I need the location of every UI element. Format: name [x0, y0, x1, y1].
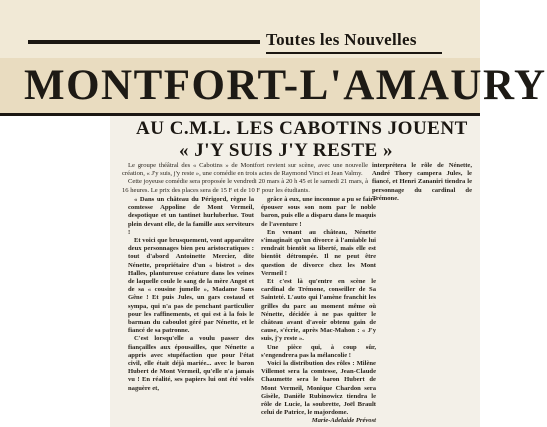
- article-intro: [122, 162, 368, 195]
- column-paragraph: Une pièce qui, à coup sûr, s'engendrera pas la mélancolie !: [261, 343, 376, 359]
- intro-paragraph: Cette joyeuse comédie sera proposée le vendredi 20 mars à 20 h 45 et le samedi 21 mars, à 16 heures. Le prix des places sera de 15 F et de 10 F pour les étudiants.: [122, 178, 368, 194]
- article-headline: [136, 118, 468, 162]
- article-column-2: [261, 196, 376, 426]
- section-title: Toutes les Nouvelles: [266, 30, 417, 49]
- side-column-text: interprétera le rôle de Nénette, André Thory campera Jules, le fiancé, et Henri Zananiri tiendra le personnage du cardinal de Trémone.: [372, 162, 472, 202]
- column-paragraph: Et voici que brusquement, vont apparaître deux personnages bien peu aristocratiques : tout d'abord Antoinette Mercier, dite Nénette, propriétaire d'un « bistrot » des Halles, plantureuse créature dans les veines de laquelle coule le sang de la mère Angot et de sa « cousine jumelle », Madame Sans Gêne ! Et puis Jules, un gars costaud et sympa, qui n'a pas de penchant particulier pour les raffinements, et qui est à la fois le barman du caboulot géré par Nénette, et le fiancé de sa patronne.: [128, 237, 254, 335]
- headline-line-2: « J'Y SUIS J'Y RESTE »: [179, 140, 393, 161]
- header-rule: [28, 40, 260, 44]
- column-paragraph: En venant au château, Nénette s'imaginait qu'un divorce à l'amiable lui rendrait bientôt sa liberté, mais elle est bientôt détrompée. Il ne peut être question de divorce chez les Mont Vermeil !: [261, 228, 376, 277]
- section-title-underline: [266, 52, 442, 54]
- masthead-title: MONTFORT-L'AMAURY: [24, 62, 547, 109]
- column-paragraph: grâce à eux, une inconnue a pu se faire épouser sous son nom par le noble baron, puis elle a disparu dans le maquis de l'aventure !: [261, 196, 376, 228]
- article-column-1: [128, 196, 254, 393]
- column-paragraph: Et c'est là qu'entre en scène le cardinal de Trémone, conseiller de Sa Sainteté. L'auto qui l'amène franchit les grilles du parc au moment même où Nénette, décidée à ne pas quitter le château avant d'avoir obtenu gain de cause, s'écrie, après Mac-Mahon : « J'y suis, j'y reste ».: [261, 278, 376, 343]
- headline-line-1: AU C.M.L. LES CABOTINS JOUENT: [136, 118, 468, 139]
- column-paragraph: « Dans un château du Périgord, règne la comtesse Appoline de Mont Vermeil, despotique et un tantinet hurluberlue. Tout plein devant elle, de la famille aux serviteurs !: [128, 196, 254, 236]
- article-signature: Marie-Adelaide Prévost: [311, 417, 376, 425]
- intro-paragraph: Le groupe théâtral des « Cabotins » de Montfort revient sur scène, avec une nouvelle création, « J'y suis, j'y reste », une comédie en trois actes de Raymond Vinci et Jean Valmy.: [122, 162, 368, 178]
- column-paragraph: Voici la distribution des rôles : Milène Villemot sera la comtesse, Jean-Claude Chaumette sera le baron Hubert de Mont Vermeil, Monique Chardon sera Gisèle, Danièle Rubinowicz tiendra le rôle de Lucie, la soubrette, Joël Brault celui de Patrice, le majordome.: [261, 360, 376, 417]
- column-paragraph: C'est lorsqu'elle a voulu passer des fiançailles aux épousailles, que Nénette a appris avec stupéfaction que pour l'état civil, elle était déjà mariée... avec le baron Hubert de Mont Vermeil, qu'elle n'a jamais vu ! En réalité, ses papiers lui ont été volés naguère et,: [128, 335, 254, 392]
- article-side-column: [372, 162, 472, 203]
- page-margin: [0, 116, 110, 427]
